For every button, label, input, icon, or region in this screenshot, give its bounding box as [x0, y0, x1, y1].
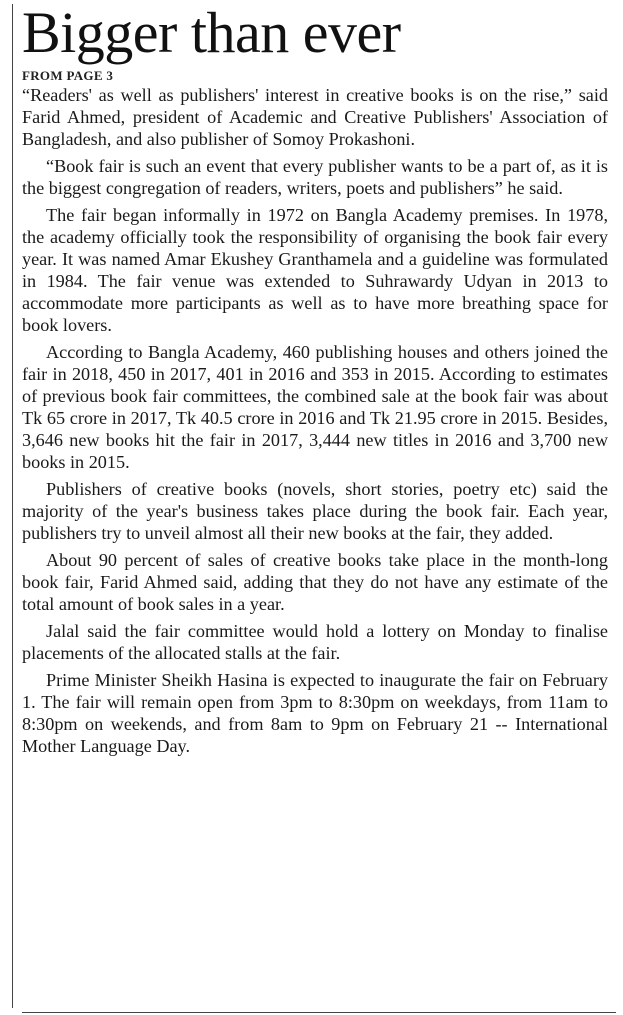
news-article [22, 0, 608, 762]
column-rule-left [12, 4, 13, 1008]
article-paragraph: “Book fair is such an event that every publisher wants to be a part of, as it is the biggest congregation of readers, writers, poets and publishers” he said. [22, 156, 608, 198]
article-paragraph: “Readers' as well as publishers' interest in creative books is on the rise,” said Farid Ahmed, president of Academic and Creative Publishers' Association of Bangladesh, and also publisher of Somoy Prokashoni. [22, 85, 608, 149]
column-rule-bottom [22, 1012, 616, 1013]
continued-from-kicker: FROM PAGE 3 [22, 68, 114, 83]
article-paragraph: The fair began informally in 1972 on Bangla Academy premises. In 1978, the academy officially took the responsibility of organising the book fair every year. It was named Amar Ekushey Granthamela and a guideline was formulated in 1984. The fair venue was extended to Suhrawardy Udyan in 2013 to accommodate more participants as well as to have more breathing space for book lovers. [22, 205, 608, 335]
article-paragraph: Publishers of creative books (novels, short stories, poetry etc) said the majority of the year's business takes place during the book fair. Each year, publishers try to unveil almost all their new books at the fair, they added. [22, 479, 608, 543]
article-paragraph: According to Bangla Academy, 460 publishing houses and others joined the fair in 2018, 450 in 2017, 401 in 2016 and 353 in 2015. According to estimates of previous book fair committees, the combined sale at the book fair was about Tk 65 crore in 2017, Tk 40.5 crore in 2016 and Tk 21.95 crore in 2015. Besides, 3,646 new books hit the fair in 2017, 3,444 new titles in 2016 and 3,700 new books in 2015. [22, 342, 608, 472]
article-paragraph: Prime Minister Sheikh Hasina is expected to inaugurate the fair on February 1. The fair will remain open from 3pm to 8:30pm on weekdays, from 11am to 8:30pm on weekends, and from 8am to 9pm on February 21 -- International Mother Language Day. [22, 670, 608, 756]
article-body [22, 84, 608, 757]
article-headline: Bigger than ever [22, 0, 401, 65]
article-paragraph: About 90 percent of sales of creative books take place in the month-long book fair, Farid Ahmed said, adding that they do not have any estimate of the total amount of book sales in a year. [22, 550, 608, 614]
article-paragraph: Jalal said the fair committee would hold a lottery on Monday to finalise placements of the allocated stalls at the fair. [22, 621, 608, 663]
